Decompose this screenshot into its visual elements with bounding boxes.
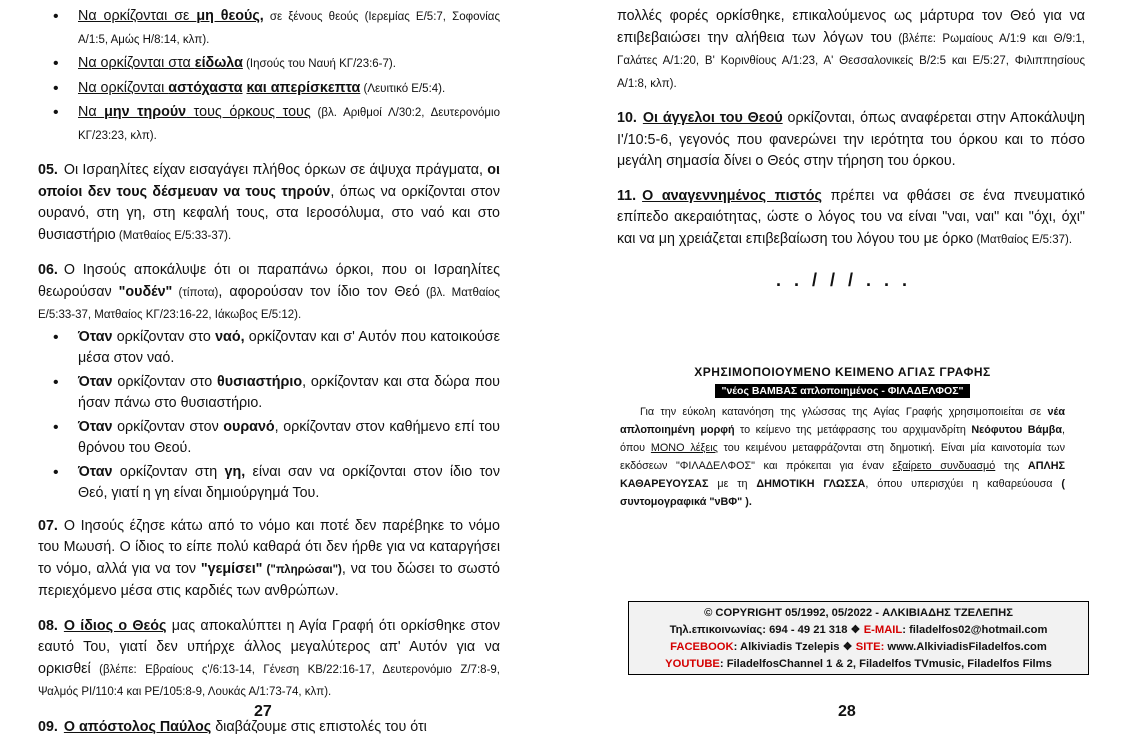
copyright-box xyxy=(628,601,1089,675)
list-item: • Όταν ορκίζονταν στο θυσιαστήριο, ορκίζονταν και στα δώρα που ήσαν πάνω στο θυσιαστήριο. xyxy=(38,372,500,415)
right-column xyxy=(617,6,1085,264)
site-link[interactable]: www.AlkiviadisFiladelfos.com xyxy=(884,641,1047,653)
paragraph-08: 08. Ο ίδιος ο Θεός μας αποκαλύπτει η Αγία Γραφή ότι ορκίσθηκε στον εαυτό Του, γιατί δεν υπήρχε άλλος μεγαλύτερος απ' Αυτόν για να ορκισθεί (βλέπε: Εβραίους ς'/6:13-14, Γένεση ΚΒ/22:16-17, Δευτερονόμιο Ζ/7:8-9, Ψαλμός ΡΙ/110:4 και ΡΕ/105:8-9, Λουκάς Α/1:73-74, κλπ). xyxy=(38,617,500,698)
list-item: • Όταν ορκίζονταν στο ναό, ορκίζονταν και σ' Αυτόν που κατοικούσε μέσα στον ναό. xyxy=(38,327,500,370)
youtube-line: YOUTUBE: FiladelfosChannel 1 & 2, Filadelfos TVmusic, Filadelfos Films xyxy=(665,658,1052,670)
left-column xyxy=(38,6,500,734)
right-page xyxy=(562,0,1125,734)
paragraph-09: 09. Ο απόστολος Παύλος διαβάζουμε στις επιστολές του ότι xyxy=(38,718,427,734)
email-link[interactable]: : filadelfos02@hotmail.com xyxy=(902,624,1048,636)
list-item: • Να ορκίζονται αστόχαστα και απερίσκεπτα (Λευιτικό Ε/5:4). xyxy=(38,78,500,101)
list-item: • Να μην τηρούν τους όρκους τους (βλ. Αριθμοί Λ/30:2, Δευτερονόμιο ΚΓ/23:23, κλπ). xyxy=(38,102,500,147)
notice-body: Για την εύκολη κατανόηση της γλώσσας της Αγίας Γραφής χρησιμοποιείται σε νέα απλοποιημένη μορφή το κείμενο της μετάφρασης του αρχιμανδρίτη Νεόφυτου Βάμβα, όπου ΜΟΝΟ λέξεις του κειμένου μεταφράζονται στη δημοτική. Είναι μία καινοτομία των εκδόσεων "ΦΙΛΑΔΕΛΦΟΣ" και πρόκειται για έναν εξαίρετο συνδυασμό της ΑΠΛΗΣ ΚΑΘΑΡΕΥΟΥΣΑΣ με τη ΔΗΜΟΤΙΚΗ ΓΛΩΣΣΑ, όπου υπερισχύει η καθαρεύουσα ( συντομογραφικά "νΒΦ" ). xyxy=(620,406,1065,508)
list-item: • Να ορκίζονται σε μη θεούς, σε ξένους θεούς (Ιερεμίας Ε/5:7, Σοφονίας Α/1:5, Αμώς Η/8:14, κλπ). xyxy=(38,6,500,51)
notice-subtitle: "νέος ΒΑΜΒΑΣ απλοποιημένος - ΦΙΛΑΔΕΛΦΟΣ" xyxy=(715,384,969,398)
list-item: • Να ορκίζονται στα είδωλα (Ιησούς του Ναυή ΚΓ/23:6-7). xyxy=(38,53,500,76)
page-number: 27 xyxy=(254,703,272,720)
paragraph-11: 11. Ο αναγεννημένος πιστός πρέπει να φθάσει σε ένα πνευματικό επίπεδο ακεραιότητας, ώστε ο λόγος του να είναι "ναι, ναι" και "όχι, όχι" και να μη χρειάζεται επιβεβαίωση του λόγου του με όρκο (Ματθαίος Ε/5:37). xyxy=(617,187,1085,247)
copyright-line: © COPYRIGHT 05/1992, 05/2022 - ΑΛΚΙΒΙΑΔΗΣ ΤΖΕΛΕΠΗΣ xyxy=(704,607,1013,619)
paragraph-05: 05. Οι Ισραηλίτες είχαν εισαγάγει πλήθος όρκων σε άψυχα πράγματα, οι οποίοι δεν τους δέσμευαν να τους τηρούν, όπως να ορκίζονται στον ουρανό, στη γη, στη κεφαλή τους, στα Ιεροσόλυμα, στο ναό και στο θυσιαστήριο (Ματθαίος Ε/5:33-37). xyxy=(38,162,500,243)
list-item: • Όταν ορκίζονταν στον ουρανό, ορκίζονταν στον καθήμενο επί του θρόνου του Θεού. xyxy=(38,417,500,460)
bullet-list-oaths xyxy=(38,6,500,147)
facebook-link[interactable]: : Alkiviadis Tzelepis ❖ xyxy=(733,641,856,653)
bullet-list-when xyxy=(38,327,500,505)
social-line: FACEBOOK: Alkiviadis Tzelepis ❖ SITE: www.AlkiviadisFiladelfos.com xyxy=(670,641,1047,653)
page-number: 28 xyxy=(838,703,856,720)
youtube-link[interactable]: : FiladelfosChannel 1 & 2, Filadelfos TVmusic, Filadelfos Films xyxy=(719,658,1052,670)
notice-title: ΧΡΗΣΙΜΟΠΟΙΟΥΜΕΝΟ ΚΕΙΜΕΝΟ ΑΓΙΑΣ ΓΡΑΦΗΣ xyxy=(694,365,991,379)
section-divider: . . / / / . . . xyxy=(775,270,911,290)
paragraph-06: 06. Ο Ιησούς αποκάλυψε ότι οι παραπάνω όρκοι, που οι Ισραηλίτες θεωρούσαν "ουδέν" (τίποτα), αφορούσαν τον ίδιο τον Θεό (βλ. Ματθαίος Ε/5:33-37, Ματθαίος ΚΓ/23:16-22, Ιάκωβος Ε/5:12). xyxy=(38,262,500,321)
scripture-notice xyxy=(620,365,1065,511)
paragraph-09-continued: πολλές φορές ορκίσθηκε, επικαλούμενος ως μάρτυρα τον Θεό για να επιβεβαιώσει την αλήθεια των λόγων του (βλέπε: Ρωμαίους Α/1:9 και Θ/9:1, Γαλάτες Α/1:20, Β' Κορινθίους Α/1:23, Α' Θεσσαλονικείς Β/2:5 και Ε/5:27, Φιλιππησίους Α/1:8, κλπ). xyxy=(617,8,1085,90)
paragraph-10: 10. Οι άγγελοι του Θεού ορκίζονται, όπως αναφέρεται στην Αποκάλυψη Ι'/10:5-6, γεγονός που φανερώνει την ιερότητα του όρκου και το πόσο μεγάλη σημασία δίνει ο Θεός στην τήρηση του όρκου. xyxy=(617,110,1085,169)
paragraph-07: 07. Ο Ιησούς έζησε κάτω από το νόμο και ποτέ δεν παρέβηκε το νόμο του Μωυσή. Ο ίδιος το είπε πολύ καθαρά ότι δεν ήρθε για να καταργήσει το νόμο, αλλά για να τον "γεμίσει" ("πληρώσαι"), να του δώσει το σωστό περιεχόμενο μέσα στις καρδιές των ανθρώπων. xyxy=(38,517,501,599)
contact-line: Τηλ.επικοινωνίας: 694 - 49 21 318 ❖ E-MAIL: filadelfos02@hotmail.com xyxy=(669,624,1048,636)
left-page xyxy=(0,0,562,734)
list-item: • Όταν ορκίζονταν στη γη, είναι σαν να ορκίζονται στον ίδιο τον Θεό, γιατί η γη είναι δημιούργημά Του. xyxy=(38,462,500,505)
